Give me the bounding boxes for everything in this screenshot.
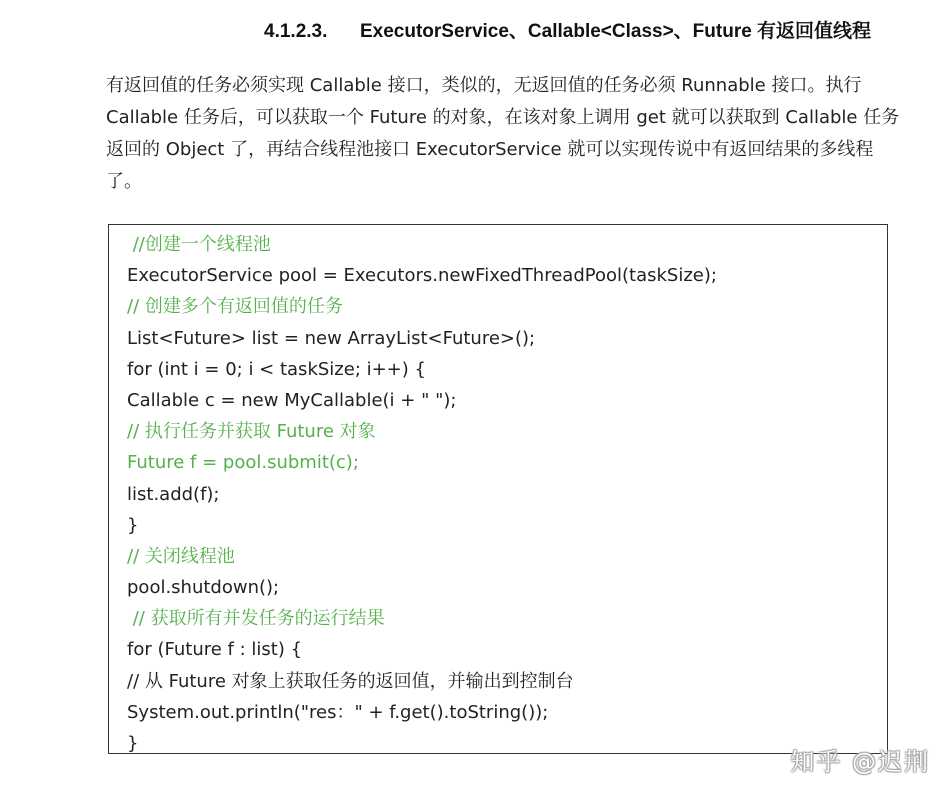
code-comment-line: // 执行任务并获取 Future 对象 — [127, 421, 376, 443]
code-line: for (int i = 0; i < taskSize; i++) { — [127, 358, 426, 380]
code-comment-line: // 关闭线程池 — [127, 545, 235, 567]
code-comment-line: // 获取所有并发任务的运行结果 — [127, 608, 385, 630]
code-line: } — [127, 514, 139, 536]
code-line: } — [127, 733, 139, 754]
section-number: 4.1.2.3. — [264, 21, 328, 42]
code-line: list.add(f); — [127, 483, 220, 505]
intro-paragraph — [106, 70, 900, 198]
section-title: ExecutorService、Callable<Class>、Future 有返回值线程 — [360, 21, 872, 42]
code-line: for (Future f : list) { — [127, 639, 303, 661]
paragraph-line: 返回的 Object 了，再结合线程池接口 ExecutorService 就可以实现传说中有返回结果的多线程 — [106, 139, 874, 160]
code-line: // 从 Future 对象上获取任务的返回值，并输出到控制台 — [127, 670, 574, 692]
code-line: ExecutorService pool = Executors.newFixedThreadPool(taskSize); — [127, 265, 717, 287]
code-lines — [127, 229, 717, 759]
code-highlight-line: Future f = pool.submit(c); — [127, 452, 359, 474]
code-line: pool.shutdown(); — [127, 577, 280, 599]
code-line: Callable c = new MyCallable(i + " "); — [127, 389, 457, 411]
code-line: System.out.println("res：" + f.get().toString()); — [127, 701, 549, 723]
paragraph-line: 有返回值的任务必须实现 Callable 接口，类似的，无返回值的任务必须 Runnable 接口。执行 — [106, 75, 862, 96]
paragraph-line: Callable 任务后，可以获取一个 Future 的对象，在该对象上调用 get 就可以获取到 Callable 任务 — [106, 107, 900, 128]
section-heading — [264, 18, 871, 46]
watermark: 知乎 @迟荆 — [790, 748, 930, 776]
paragraph-line: 了。 — [106, 171, 142, 192]
code-comment-line: //创建一个线程池 — [127, 234, 271, 255]
code-comment-line: // 创建多个有返回值的任务 — [127, 296, 343, 318]
code-line: List<Future> list = new ArrayList<Future>(); — [127, 327, 536, 349]
code-block — [108, 224, 888, 754]
